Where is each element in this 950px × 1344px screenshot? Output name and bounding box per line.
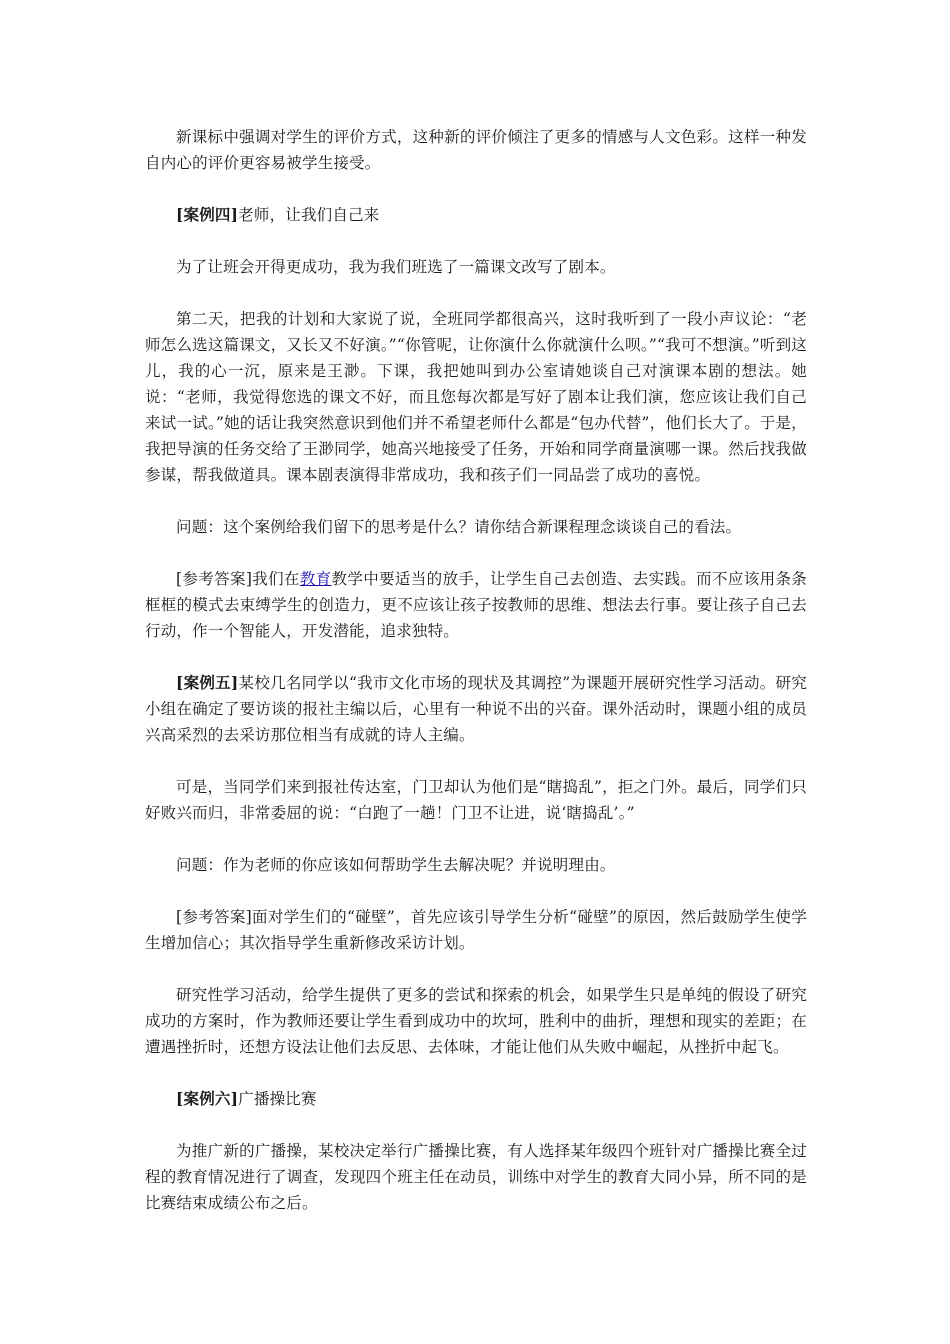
answer-case-four-rest: 教学中要适当的放手，让学生自己去创造、去实践。而不应该用条条框框的模式去束缚学生的创造力，更不应该让孩子按教师的思维、想法去行事。要让孩子自己去行动，作一个智能人，开发潜能，追求独特。 (145, 570, 807, 640)
case-five-tag: [案例五] (176, 673, 239, 692)
case-six-title: 广播操比赛 (238, 1090, 317, 1108)
case-four-title: 老师，让我们自己来 (238, 206, 380, 224)
case-five-text: 某校几名同学以“我市文化市场的现状及其调控”为课题开展研究性学习活动。研究小组在确定了要访谈的报社主编以后，心里有一种说不出的兴奋。课外活动时，课题小组的成员兴高采烈的去采访那位相当有成就的诗人主编。 (145, 674, 807, 744)
paragraph-evaluation: 新课标中强调对学生的评价方式，这种新的评价倾注了更多的情感与人文色彩。这样一种发自内心的评价更容易被学生接受。 (145, 128, 807, 172)
case-six-tag: [案例六] (176, 1089, 239, 1108)
answer-case-four-prefix: [参考答案]我们在 (176, 570, 300, 588)
answer-case-four (145, 566, 807, 644)
case-four-heading (145, 202, 807, 228)
paragraph-class-meeting: 为了让班会开得更成功，我为我们班选了一篇课文改写了剧本。 (176, 258, 616, 276)
paragraph-research-learning: 研究性学习活动，给学生提供了更多的尝试和探索的机会，如果学生只是单纯的假设了研究成功的方案时，作为教师还要让学生看到成功中的坎坷，胜利中的曲折，理想和现实的差距；在遭遇挫折时，还想方设法让他们去反思、去体味，才能让他们从失败中崛起，从挫折中起飞。 (145, 986, 807, 1056)
question-case-five: 问题：作为老师的你应该如何帮助学生去解决呢？并说明理由。 (176, 856, 616, 874)
education-link[interactable]: 教育 (299, 570, 332, 588)
case-six-heading (145, 1086, 807, 1112)
paragraph-broadcast-exercise: 为推广新的广播操，某校决定举行广播操比赛，有人选择某年级四个班针对广播操比赛全过程的教育情况进行了调查，发现四个班主任在动员，训练中对学生的教育大同小异，所不同的是比赛结束成绩公布之后。 (145, 1142, 807, 1212)
case-four-tag: [案例四] (176, 205, 239, 224)
paragraph-story: 第二天，把我的计划和大家说了说，全班同学都很高兴，这时我听到了一段小声议论：“老师怎么选这篇课文，又长又不好演。”“你管呢，让你演什么你就演什么呗。”“我可不想演。”听到这儿，我的心一沉，原来是王渺。下课，我把她叫到办公室请她谈自己对演课本剧的想法。她说：“老师，我觉得您选的课文不好，而且您每次都是写好了剧本让我们演，您应该让我们自己来试一试。”她的话让我突然意识到他们并不希望老师什么都是“包办代替”，他们长大了。于是，我把导演的任务交给了王渺同学，她高兴地接受了任务，开始和同学商量演哪一课。然后找我做参谋，帮我做道具。课本剧表演得非常成功，我和孩子们一同品尝了成功的喜悦。 (145, 310, 807, 484)
paragraph-newspaper: 可是，当同学们来到报社传达室，门卫却认为他们是“瞎捣乱”，拒之门外。最后，同学们只好败兴而归，非常委屈的说：“白跑了一趟！门卫不让进，说‘瞎捣乱’。” (145, 778, 807, 822)
document-page (145, 124, 807, 1242)
case-five-paragraph (145, 670, 807, 748)
answer-case-five: [参考答案]面对学生们的“碰壁”，首先应该引导学生分析“碰壁”的原因，然后鼓励学生使学生增加信心；其次指导学生重新修改采访计划。 (145, 908, 807, 952)
question-case-four: 问题：这个案例给我们留下的思考是什么？请你结合新课程理念谈谈自己的看法。 (176, 518, 742, 536)
